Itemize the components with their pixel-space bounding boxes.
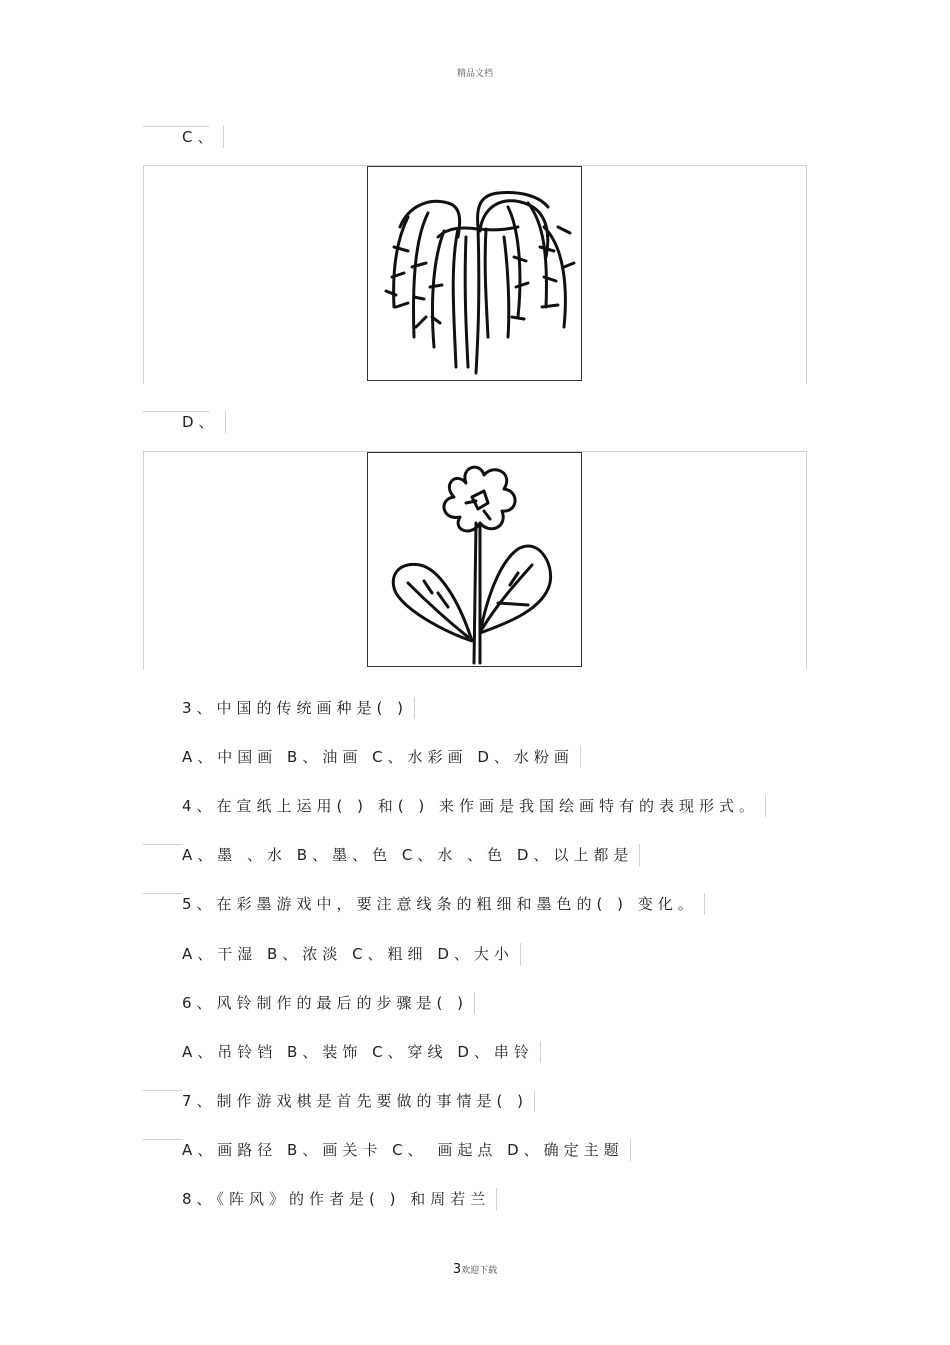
question-7: 7、制作游戏棋是首先要做的事情是( )	[182, 1090, 535, 1112]
question-6: 6、风铃制作的最后的步骤是( )	[182, 992, 475, 1014]
underline	[143, 1090, 182, 1091]
underline	[143, 844, 182, 845]
underline	[143, 893, 182, 894]
question-4: 4、在宣纸上运用( ) 和( ) 来作画是我国绘画特有的表现形式。	[182, 795, 766, 817]
flower-image	[367, 452, 582, 667]
page-footer	[0, 1262, 950, 1277]
option-c-frame	[143, 165, 807, 384]
option-label-c: C、	[182, 126, 224, 148]
page-header: 精品文档	[456, 69, 493, 79]
question-3: 3、中国的传统画种是( )	[182, 697, 415, 719]
footer-text: 欢迎下载	[461, 1266, 498, 1276]
question-8: 8、《阵风》的作者是( ) 和周若兰	[182, 1188, 497, 1210]
willow-tree-image	[367, 166, 582, 381]
option-d-frame	[143, 451, 807, 670]
question-3-options: A、中国画 B、油画 C、水彩画 D、水粉画	[182, 746, 581, 768]
flower-drawing	[368, 453, 581, 666]
willow-tree-drawing	[368, 167, 581, 380]
option-label-d: D、	[182, 411, 226, 433]
question-4-options: A、墨 、水 B、墨、色 C、水 、色 D、以上都是	[182, 844, 640, 866]
question-5: 5、在彩墨游戏中，要注意线条的粗细和墨色的( ) 变化。	[182, 893, 705, 915]
question-5-options: A、干湿 B、浓淡 C、粗细 D、大小	[182, 943, 521, 965]
question-7-options: A、画路径 B、画关卡 C、 画起点 D、确定主题	[182, 1139, 631, 1161]
page-number: 3	[452, 1262, 462, 1277]
underline	[143, 1139, 182, 1140]
question-6-options: A、吊铃铛 B、装饰 C、穿线 D、串铃	[182, 1041, 541, 1063]
